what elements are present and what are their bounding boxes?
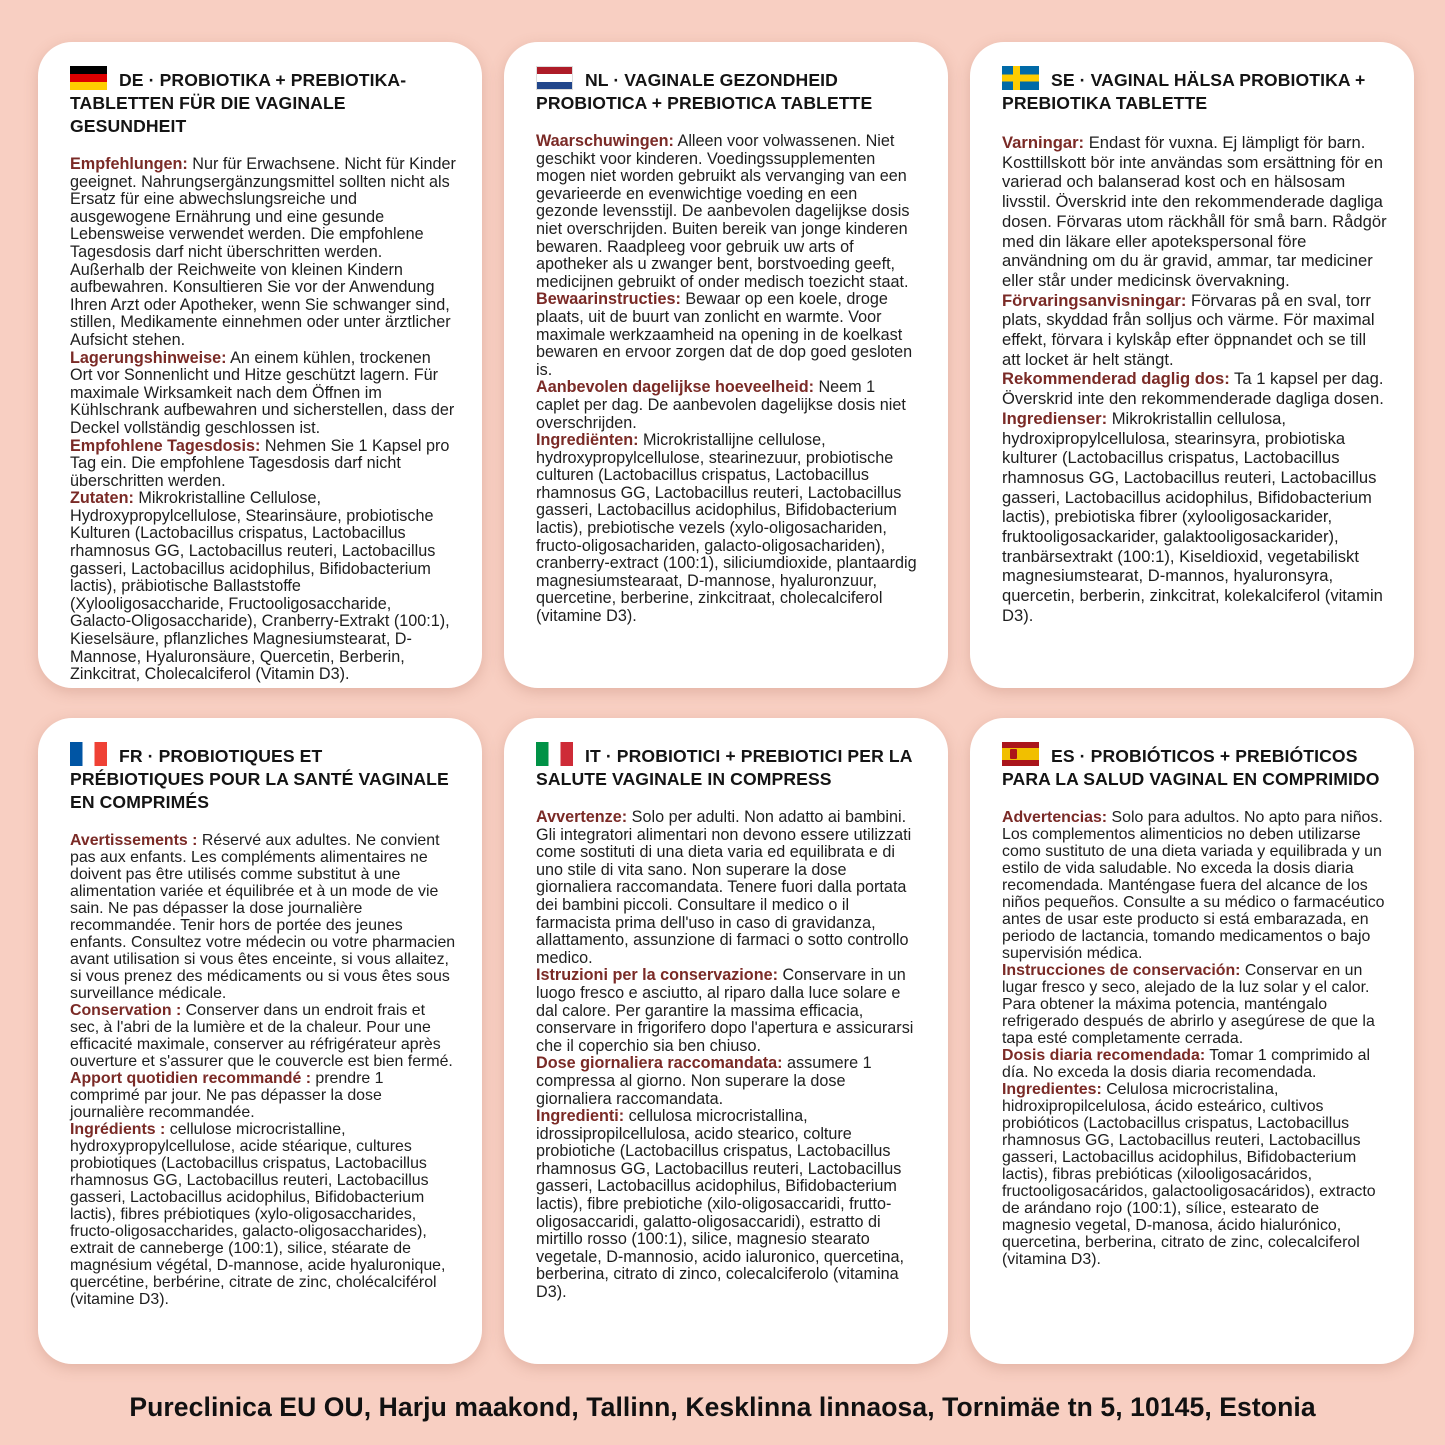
card-title: SE · VAGINAL HÄLSA PROBIOTIKA + PREBIOTIKA TABLETTE bbox=[1002, 66, 1388, 115]
section-text: cellulose microcristalline, hydroxypropylcellulose, acide stéarique, cultures probiotiques (Lactobacillus crispatus, Lactobacillus rhamnosus GG, Lactobacillus reuteri, Lactobacillus gasseri, Lactobacillus acidophilus, Bifidobacterium lactis), fibres prébiotiques (xylo-oligosaccharides, fructo-oligosaccharides, galacto-oligosaccharides), extrait de canneberge (100:1), silice, stéarate de magnésium végétal, D-mannose, acide hyaluronique, quercétine, berbérine, citrate de zinc, cholécalciférol (vitamine D3). bbox=[70, 1121, 446, 1308]
section-storage bbox=[536, 291, 922, 379]
section-label: Apport quotidien recommandé : bbox=[70, 1070, 312, 1087]
card-de bbox=[38, 42, 482, 688]
section-label: Instrucciones de conservación: bbox=[1002, 962, 1241, 979]
section-text: Mikrokristalline Cellulose, Hydroxypropylcellulose, Stearinsäure, probiotische Kulturen (Lactobacillus crispatus, Lactobacillus rhamnosus GG, Lactobacillus reuteri, Lactobacillus gasseri, Lactobacillus acidophilus, Bifidobacterium lactis), präbiotische Ballaststoffe (Xylooligosaccharide, Fructooligosaccharide, Galacto-Oligosaccharide), Cranberry-Extrakt (100:1), Kieselsäure, pflanzliches Magnesiumstearat, D-Mannose, Hyaluronsäure, Quercetin, Berberin, Zinkcitrat, Cholecalciferol (Vitamin D3). bbox=[70, 489, 450, 684]
section-text: Bewaar op een koele, droge plaats, uit de buurt van zonlicht en warmte. Voor maximale werkzaamheid na opening in de koelkast bewaren en ervoor zorgen dat de dop goed gesloten is. bbox=[536, 290, 913, 379]
section-label: Ingredienser: bbox=[1002, 408, 1108, 428]
section-storage bbox=[1002, 291, 1388, 370]
section-dosage bbox=[1002, 369, 1388, 408]
section-label: Aanbevolen dagelijkse hoeveelheid: bbox=[536, 378, 814, 397]
section-warnings bbox=[1002, 133, 1388, 291]
card-body bbox=[70, 832, 456, 1308]
section-dosage bbox=[536, 1055, 922, 1108]
section-label: Ingredienti: bbox=[536, 1107, 625, 1126]
card-title: ES · PROBIÓTICOS + PREBIÓTICOS PARA LA SALUD VAGINAL EN COMPRIMIDO bbox=[1002, 742, 1388, 791]
section-warnings bbox=[70, 156, 456, 350]
card-title: NL · VAGINALE GEZONDHEID PROBIOTICA + PREBIOTICA TABLETTE bbox=[536, 66, 922, 115]
section-ingredients bbox=[1002, 1081, 1388, 1268]
section-warnings bbox=[536, 133, 922, 291]
section-text: Conservar en un lugar fresco y seco, alejado de la luz solar y el calor. Para obtener la máxima potencia, manténgalo refrigerado después de abrirlo y asegúrese de que la tapa esté completamente cerrada. bbox=[1002, 962, 1375, 1047]
card-title: FR · PROBIOTIQUES ET PRÉBIOTIQUES POUR LA SANTÉ VAGINALE EN COMPRIMÉS bbox=[70, 742, 456, 814]
section-ingredients bbox=[536, 432, 922, 626]
card-body bbox=[1002, 133, 1388, 626]
card-title: IT · PROBIOTICI + PREBIOTICI PER LA SALUTE VAGINALE IN COMPRESS bbox=[536, 742, 922, 791]
section-warnings bbox=[536, 809, 922, 967]
section-text: cellulosa microcristallina, idrossipropilcellulosa, acido stearico, colture probiotiche (Lactobacillus crispatus, Lactobacillus rhamnosus GG, Lactobacillus reuteri, Lactobacillus gasseri, Lactobacillus acidophilus, Bifidobacterium lactis), fibre prebiotiche (xilo-oligosaccaridi, frutto-oligosaccaridi, galatto-oligosaccaridi), estratto di mirtillo rosso (100:1), silice, magnesio stearato vegetale, D-mannosio, acido ialuronico, quercetina, berberina, citrato di zinco, colecalciferolo (vitamina D3). bbox=[536, 1107, 905, 1302]
section-label: Dose giornaliera raccomandata: bbox=[536, 1054, 783, 1073]
section-label: Avvertenze: bbox=[536, 808, 628, 826]
section-label: Avertissements : bbox=[70, 832, 198, 849]
section-label: Waarschuwingen: bbox=[536, 132, 674, 150]
netherlands-flag-icon bbox=[536, 66, 573, 90]
section-text: assumere 1 compressa al giorno. Non superare la dose giornaliera raccomandata. bbox=[536, 1054, 872, 1108]
section-text: Celulosa microcristalina, hidroxipropilcelulosa, ácido esteárico, cultivos probióticos (Lactobacillus crispatus, Lactobacillus rhamnosus GG, Lactobacillus reuteri, Lactobacillus gasseri, Lactobacillus acidophilus, Bifidobacterium lactis), fibras prebióticas (xilooligosacáridos, fructooligosacáridos, galactooligosacáridos), extracto de arándano rojo (100:1), sílice, estearato de magnesio vegetal, D-manosa, ácido hialurónico, quercetina, berberina, citrato de zinc, colecalciferol (vitamina D3). bbox=[1002, 1081, 1376, 1268]
section-text: Mikrokristallin cellulosa, hydroxipropylcellulosa, stearinsyra, probiotiska kulturer (Lactobacillus crispatus, Lactobacillus rhamnosus GG, Lactobacillus reuteri, Lactobacillus gasseri, Lactobacillus acidophilus, Bifidobacterium lactis), prebiotiska fibrer (xylooligosackarider, fruktooligosackarider, galaktooligosackarider), tranbärsextrakt (100:1), Kiseldioxid, vegetabiliskt magnesiumstearat, D-mannos, hyaluronsyra, quercetin, berberin, zinkcitrat, kolekalciferol (vitamin D3). bbox=[1002, 408, 1383, 625]
section-text: Endast för vuxna. Ej lämpligt för barn. Kosttillskott bör inte användas som ersättning för en varierad och balanserad kost och en hälsosam livsstil. Överskrid inte den rekommenderade dagliga dosen. Förvaras utom räckhåll för små barn. Rådgör med din läkare eller apotekspersonal före användning om du är gravid, ammar, tar mediciner eller står under medicinsk övervakning. bbox=[1002, 133, 1387, 290]
section-label: Varningar: bbox=[1002, 133, 1085, 152]
section-text: Ta 1 kapsel per dag. Överskrid inte den rekommenderade dagliga dosen. bbox=[1002, 369, 1384, 409]
section-dosage bbox=[70, 438, 456, 491]
section-label: Empfohlene Tagesdosis: bbox=[70, 436, 261, 455]
section-warnings bbox=[70, 832, 456, 1002]
section-label: Empfehlungen: bbox=[70, 155, 188, 173]
section-text: Microkristallijne cellulose, hydroxypropylcellulose, stearinezuur, probiotische culturen (Lactobacillus crispatus, Lactobacillus rhamnosus GG, Lactobacillus reuteri, Lactobacillus gasseri, Lactobacillus acidophilus, Bifidobacterium lactis), prebiotische vezels (xylo-oligosachariden, fructo-oligosachariden, galacto-oligosachariden), cranberry-extract (100:1), siliciumdioxide, plantaardig magnesiumstearaat, D-mannose, hyaluronzuur, quercetine, berberine, zinkcitraat, cholecalciferol (vitamine D3). bbox=[536, 431, 917, 626]
section-warnings bbox=[1002, 809, 1388, 962]
section-dosage bbox=[1002, 1047, 1388, 1081]
sweden-flag-icon bbox=[1002, 66, 1039, 90]
section-text: Nehmen Sie 1 Kapsel pro Tag ein. Die empfohlene Tagesdosis darf nicht überschritten werden. bbox=[70, 436, 450, 490]
section-ingredients bbox=[70, 490, 456, 684]
section-label: Ingrediënten: bbox=[536, 431, 639, 450]
card-body bbox=[1002, 809, 1388, 1268]
section-label: Ingrédients : bbox=[70, 1121, 166, 1138]
section-label: Advertencias: bbox=[1002, 809, 1108, 826]
section-text: Alleen voor volwassenen. Niet geschikt voor kinderen. Voedingssupplementen mogen niet worden gebruikt als vervanging van een gevarieerde en evenwichtige voeding en een gezonde levensstijl. De aanbevolen dagelijkse dosis niet overschrijden. Buiten bereik van jonge kinderen bewaren. Raadpleeg voor gebruik uw arts of apotheker als u zwanger bent, borstvoeding geeft, medicijnen gebruikt of onder medisch toezicht staat. bbox=[536, 132, 910, 291]
section-label: Dosis diaria recomendada: bbox=[1002, 1047, 1206, 1064]
card-es bbox=[970, 718, 1414, 1364]
france-flag-icon bbox=[70, 742, 107, 766]
section-label: Förvaringsanvisningar: bbox=[1002, 290, 1187, 310]
section-ingredients bbox=[1002, 409, 1388, 626]
section-label: Zutaten: bbox=[70, 489, 134, 508]
section-dosage bbox=[70, 1070, 456, 1121]
section-text: Nur für Erwachsene. Nicht für Kinder geeignet. Nahrungsergänzungsmittel sollten nicht als Ersatz für eine abwechslungsreiche und ausgewogene Ernährung und eine gesunde Lebensweise verwendet werden. Die empfohlene Tagesdosis darf nicht überschritten werden. Außerhalb der Reichweite von kleinen Kindern aufbewahren. Konsultieren Sie vor der Anwendung Ihren Arzt oder Apotheker, wenn Sie schwanger sind, stillen, Medikamente einnehmen oder unter ärztlicher Aufsicht stehen. bbox=[70, 155, 456, 349]
section-storage bbox=[1002, 962, 1388, 1047]
section-storage bbox=[70, 350, 456, 438]
section-text: An einem kühlen, trockenen Ort vor Sonnenlicht und Hitze geschützt lagern. Für maximale Wirksamkeit nach dem Öffnen im Kühlschrank aufbewahren und sicherstellen, dass der Deckel vollständig geschlossen ist. bbox=[70, 348, 455, 437]
section-label: Istruzioni per la conservazione: bbox=[536, 966, 778, 985]
spain-flag-icon bbox=[1002, 742, 1039, 766]
card-body bbox=[70, 156, 456, 684]
card-title: DE · PROBIOTIKA + PREBIOTIKA-TABLETTEN FÜR DIE VAGINALE GESUNDHEIT bbox=[70, 66, 456, 138]
section-label: Bewaarinstructies: bbox=[536, 290, 681, 309]
section-text: Neem 1 caplet per dag. De aanbevolen dagelijkse dosis niet overschrijden. bbox=[536, 378, 906, 432]
card-se bbox=[970, 42, 1414, 688]
section-text: Conserver dans un endroit frais et sec, à l'abri de la lumière et de la chaleur. Pour une efficacité maximale, conserver au réfrigérateur après ouverture et s'assurer que le couvercle est bien fermé. bbox=[70, 1002, 453, 1070]
card-body bbox=[536, 133, 922, 626]
section-label: Ingredientes: bbox=[1002, 1081, 1102, 1098]
section-text: prendre 1 comprimé par jour. Ne pas dépasser la dose journalière recommandée. bbox=[70, 1070, 384, 1121]
section-storage bbox=[70, 1002, 456, 1070]
section-dosage bbox=[536, 379, 922, 432]
card-body bbox=[536, 809, 922, 1302]
company-address: Pureclinica EU OU, Harju maakond, Tallinn, Kesklinna linnaosa, Tornimäe tn 5, 10145, Estonia bbox=[129, 1392, 1316, 1422]
card-it bbox=[504, 718, 948, 1364]
section-ingredients bbox=[70, 1121, 456, 1308]
section-text: Réservé aux adultes. Ne convient pas aux enfants. Les compléments alimentaires ne doivent pas être utilisés comme substitut à une alimentation variée et équilibrée et à un mode de vie sain. Ne pas dépasser la dose journalière recommandée. Tenir hors de portée des jeunes enfants. Consultez votre médecin ou votre pharmacien avant utilisation si vous êtes enceinte, si vous allaitez, si vous prenez des médicaments ou si vous êtes sous surveillance médicale. bbox=[70, 832, 456, 1002]
section-storage bbox=[536, 967, 922, 1055]
italy-flag-icon bbox=[536, 742, 573, 766]
section-label: Rekommenderad daglig dos: bbox=[1002, 369, 1230, 389]
card-nl bbox=[504, 42, 948, 688]
section-label: Conservation : bbox=[70, 1002, 182, 1019]
section-text: Solo para adultos. No apto para niños. Los complementos alimenticios no deben utilizarse como sustituto de una dieta variada y equilibrada y un estilo de vida saludable. No exceda la dosis diaria recomendada. Manténgase fuera del alcance de los niños pequeños. Consulte a su médico o farmacéutico antes de usar este producto si está embarazada, en periodo de lactancia, tomando medicamentos o bajo supervisión médica. bbox=[1002, 809, 1385, 962]
section-ingredients bbox=[536, 1108, 922, 1302]
card-fr bbox=[38, 718, 482, 1364]
section-label: Lagerungshinweise: bbox=[70, 348, 227, 367]
section-text: Solo per adulti. Non adatto ai bambini. Gli integratori alimentari non devono essere utilizzati come sostituti di una dieta varia ed equilibrata e di uno stile di vita sano. Non superare la dose giornaliera raccomandata. Tenere fuori dalla portata dei bambini piccoli. Consultare il medico o il farmacista prima dell'uso in caso di gravidanza, allattamento, assunzione di farmaci o sotto controllo medico. bbox=[536, 808, 912, 967]
germany-flag-icon bbox=[70, 66, 107, 90]
section-text: Conservare in un luogo fresco e asciutto, al riparo dalla luce solare e dal calore. Per garantire la massima efficacia, conservare in frigorifero dopo l'apertura e assicurarsi che il coperchio sia ben chiuso. bbox=[536, 966, 914, 1055]
section-text: Tomar 1 comprimido al día. No exceda la dosis diaria recomendada. bbox=[1002, 1047, 1370, 1081]
section-text: Förvaras på en sval, torr plats, skyddad från solljus och värme. För maximal effekt, förvara i kylskåp efter öppnandet och se till att locket är helt stängt. bbox=[1002, 290, 1375, 369]
